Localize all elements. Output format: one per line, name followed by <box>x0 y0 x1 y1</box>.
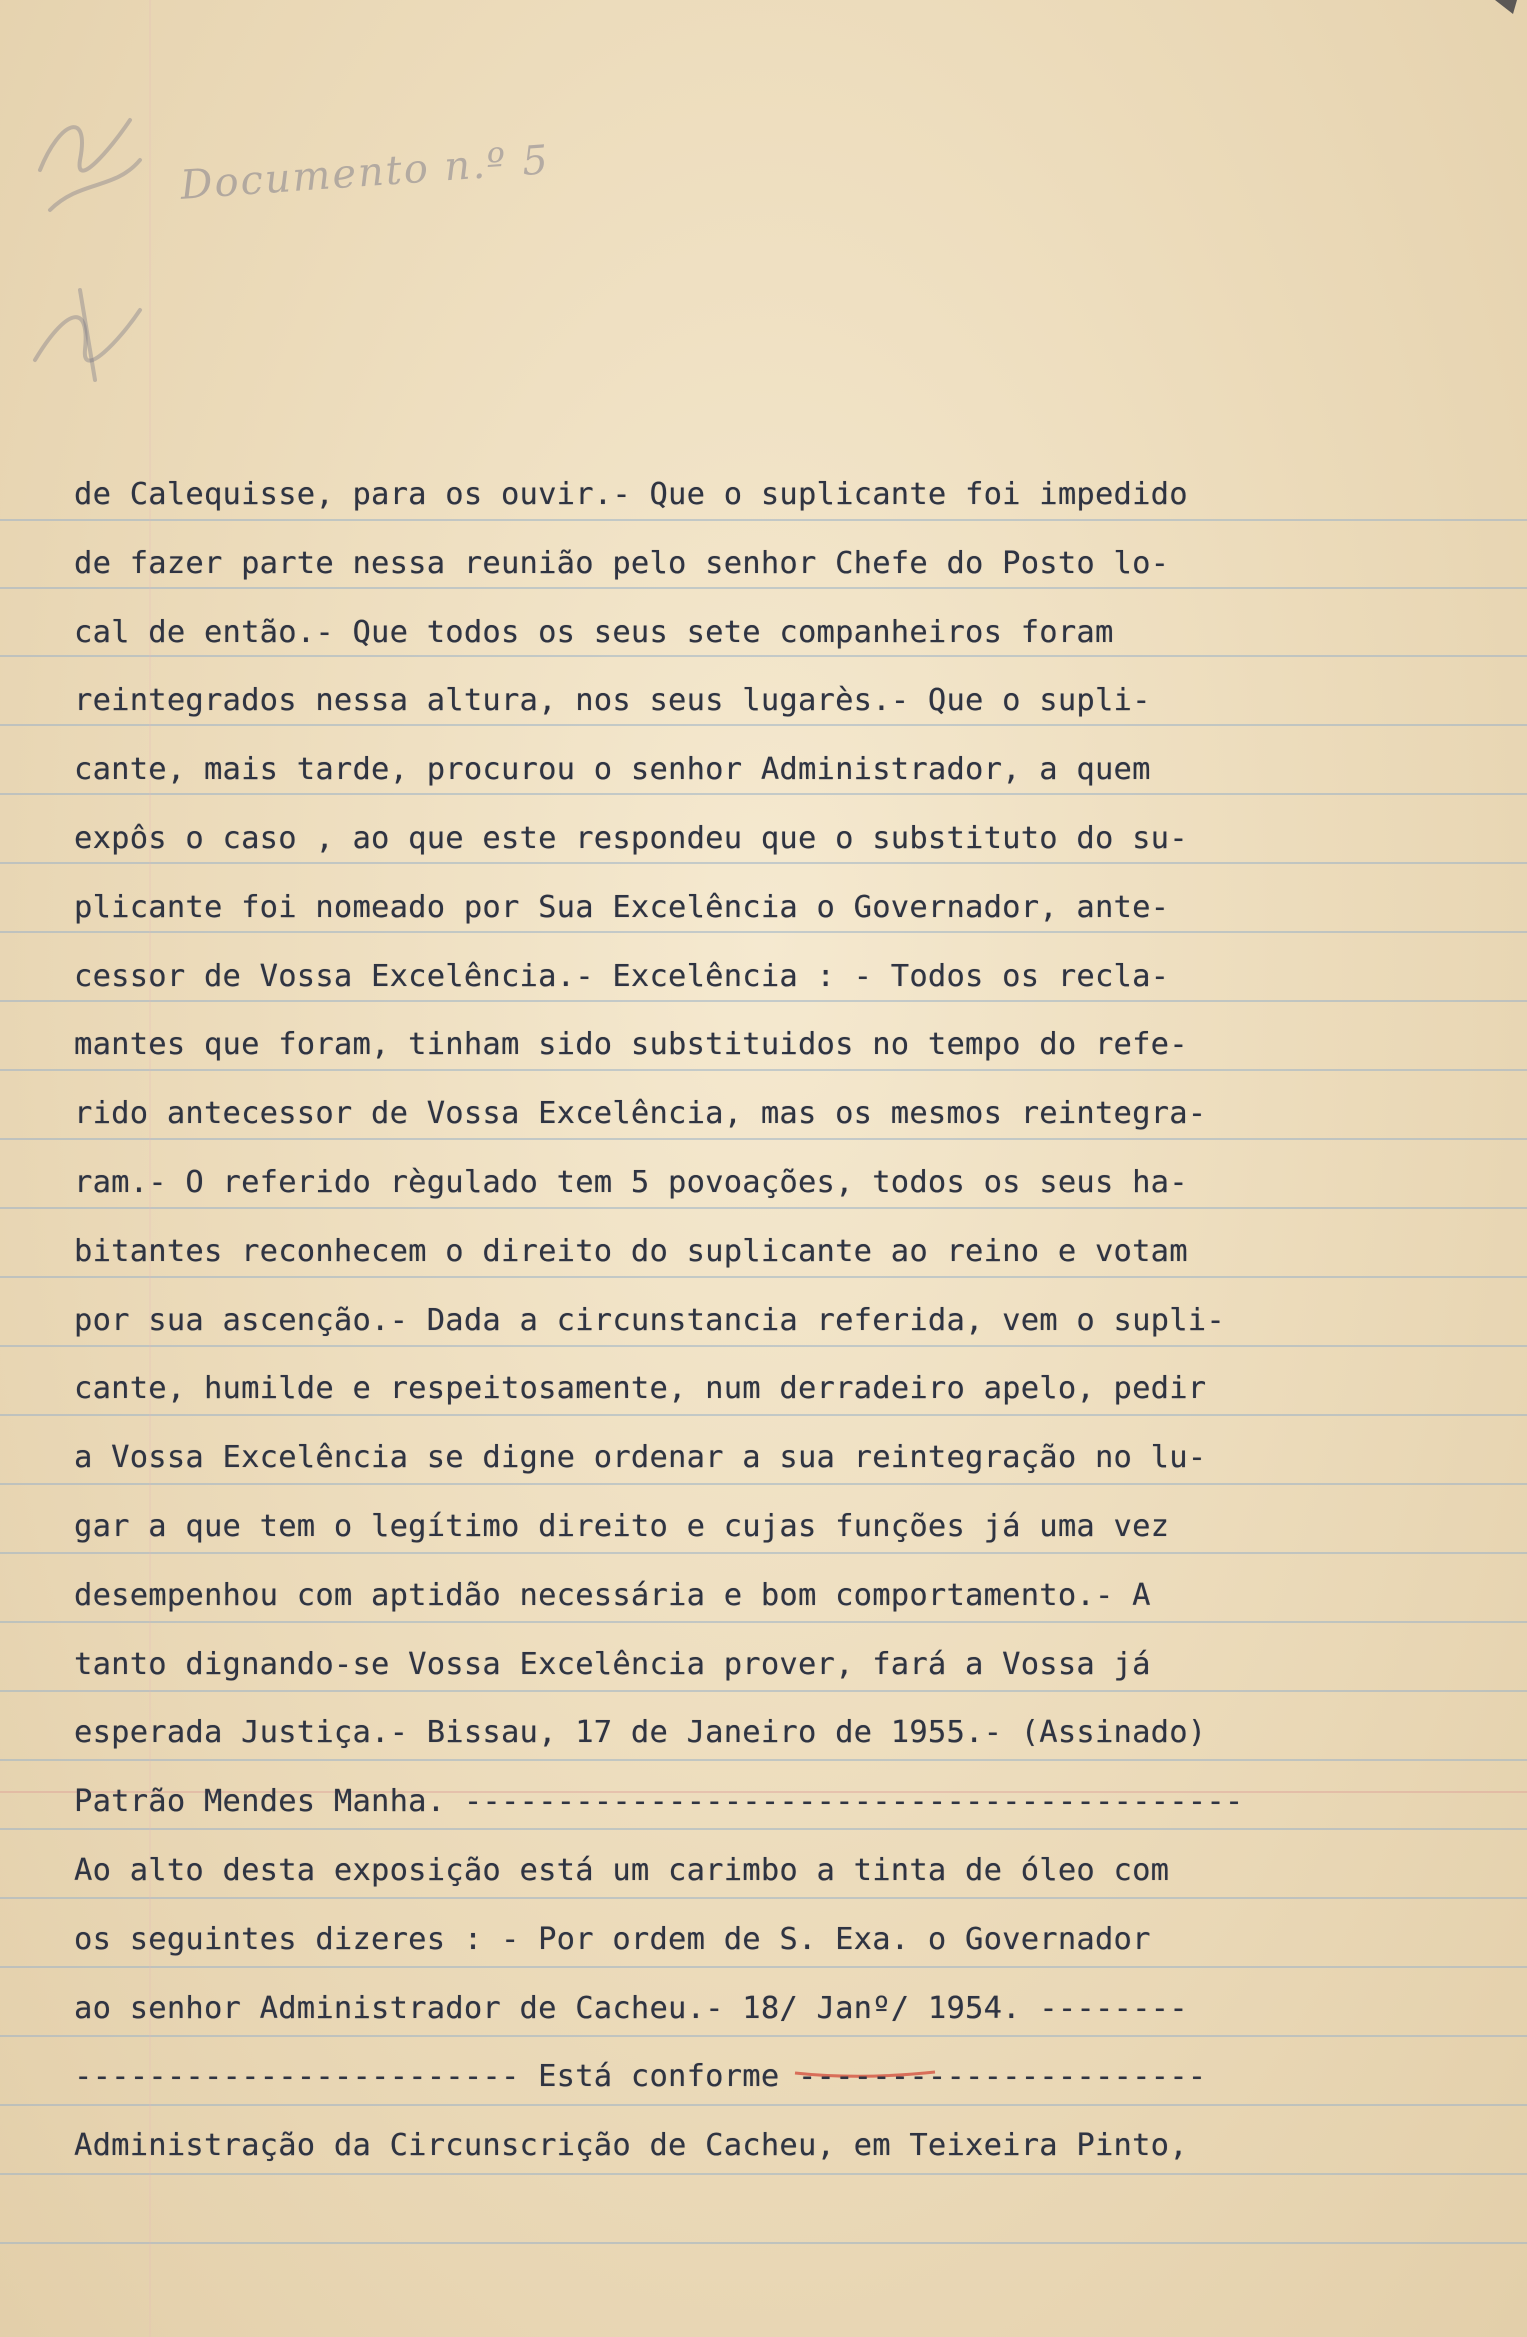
text-line: mantes que foram, tinham sido substituidos no tempo do refe- <box>74 1027 1188 1063</box>
text-line: cante, mais tarde, procurou o senhor Administrador, a quem <box>74 752 1151 788</box>
text-line: ------------------------ Está conforme ---------------------- <box>74 2059 1207 2095</box>
text-line: plicante foi nomeado por Sua Excelência o Governador, ante- <box>74 889 1170 925</box>
text-line: gar a que tem o legítimo direito e cujas funções já uma vez <box>74 1508 1170 1544</box>
text-line: esperada Justiça.- Bissau, 17 de Janeiro de 1955.- (Assinado) <box>74 1715 1207 1751</box>
text-line: cessor de Vossa Excelência.- Excelência : - Todos os recla- <box>74 958 1170 994</box>
margin-note: Documento n.º 5 <box>178 137 552 209</box>
text-line: a Vossa Excelência se digne ordenar a sua reintegração no lu- <box>74 1440 1207 1476</box>
text-line: ao senhor Administrador de Cacheu.- 18/ Janº/ 1954. -------- <box>74 1990 1188 2026</box>
margin-signature-scribble <box>20 60 180 400</box>
typed-text-body <box>74 470 1354 2190</box>
text-line: os seguintes dizeres : - Por ordem de S. Exa. o Governador <box>74 1921 1151 1957</box>
text-line: desempenhou com aptidão necessária e bom comportamento.- A <box>74 1577 1151 1613</box>
text-line: cante, humilde e respeitosamente, num derradeiro apelo, pedir <box>74 1371 1207 1407</box>
text-line: por sua ascenção.- Dada a circunstancia referida, vem o supli- <box>74 1302 1225 1338</box>
text-line: ram.- O referido règulado tem 5 povoações, todos os seus ha- <box>74 1164 1188 1200</box>
text-line: reintegrados nessa altura, nos seus lugarès.- Que o supli- <box>74 683 1151 719</box>
text-line: de fazer parte nessa reunião pelo senhor Chefe do Posto lo- <box>74 545 1170 581</box>
text-line: expôs o caso , ao que este respondeu que o substituto do su- <box>74 820 1188 856</box>
text-line: de Calequisse, para os ouvir.- Que o suplicante foi impedido <box>74 477 1188 512</box>
text-line: cal de então.- Que todos os seus sete companheiros foram <box>74 614 1114 650</box>
text-line: rido antecessor de Vossa Excelência, mas os mesmos reintegra- <box>74 1096 1207 1132</box>
text-line: bitantes reconhecem o direito do suplicante ao reino e votam <box>74 1233 1188 1269</box>
corner-fold-mark <box>1487 0 1527 20</box>
text-line: tanto dignando-se Vossa Excelência prover, fará a Vossa já <box>74 1646 1151 1682</box>
signature-line: Patrão Mendes Manha. ------------------------------------------ <box>74 1784 1244 1820</box>
text-line: Ao alto desta exposição está um carimbo a tinta de óleo com <box>74 1852 1170 1888</box>
text-line: Administração da Circunscrição de Cacheu, em Teixeira Pinto, <box>74 2128 1188 2164</box>
